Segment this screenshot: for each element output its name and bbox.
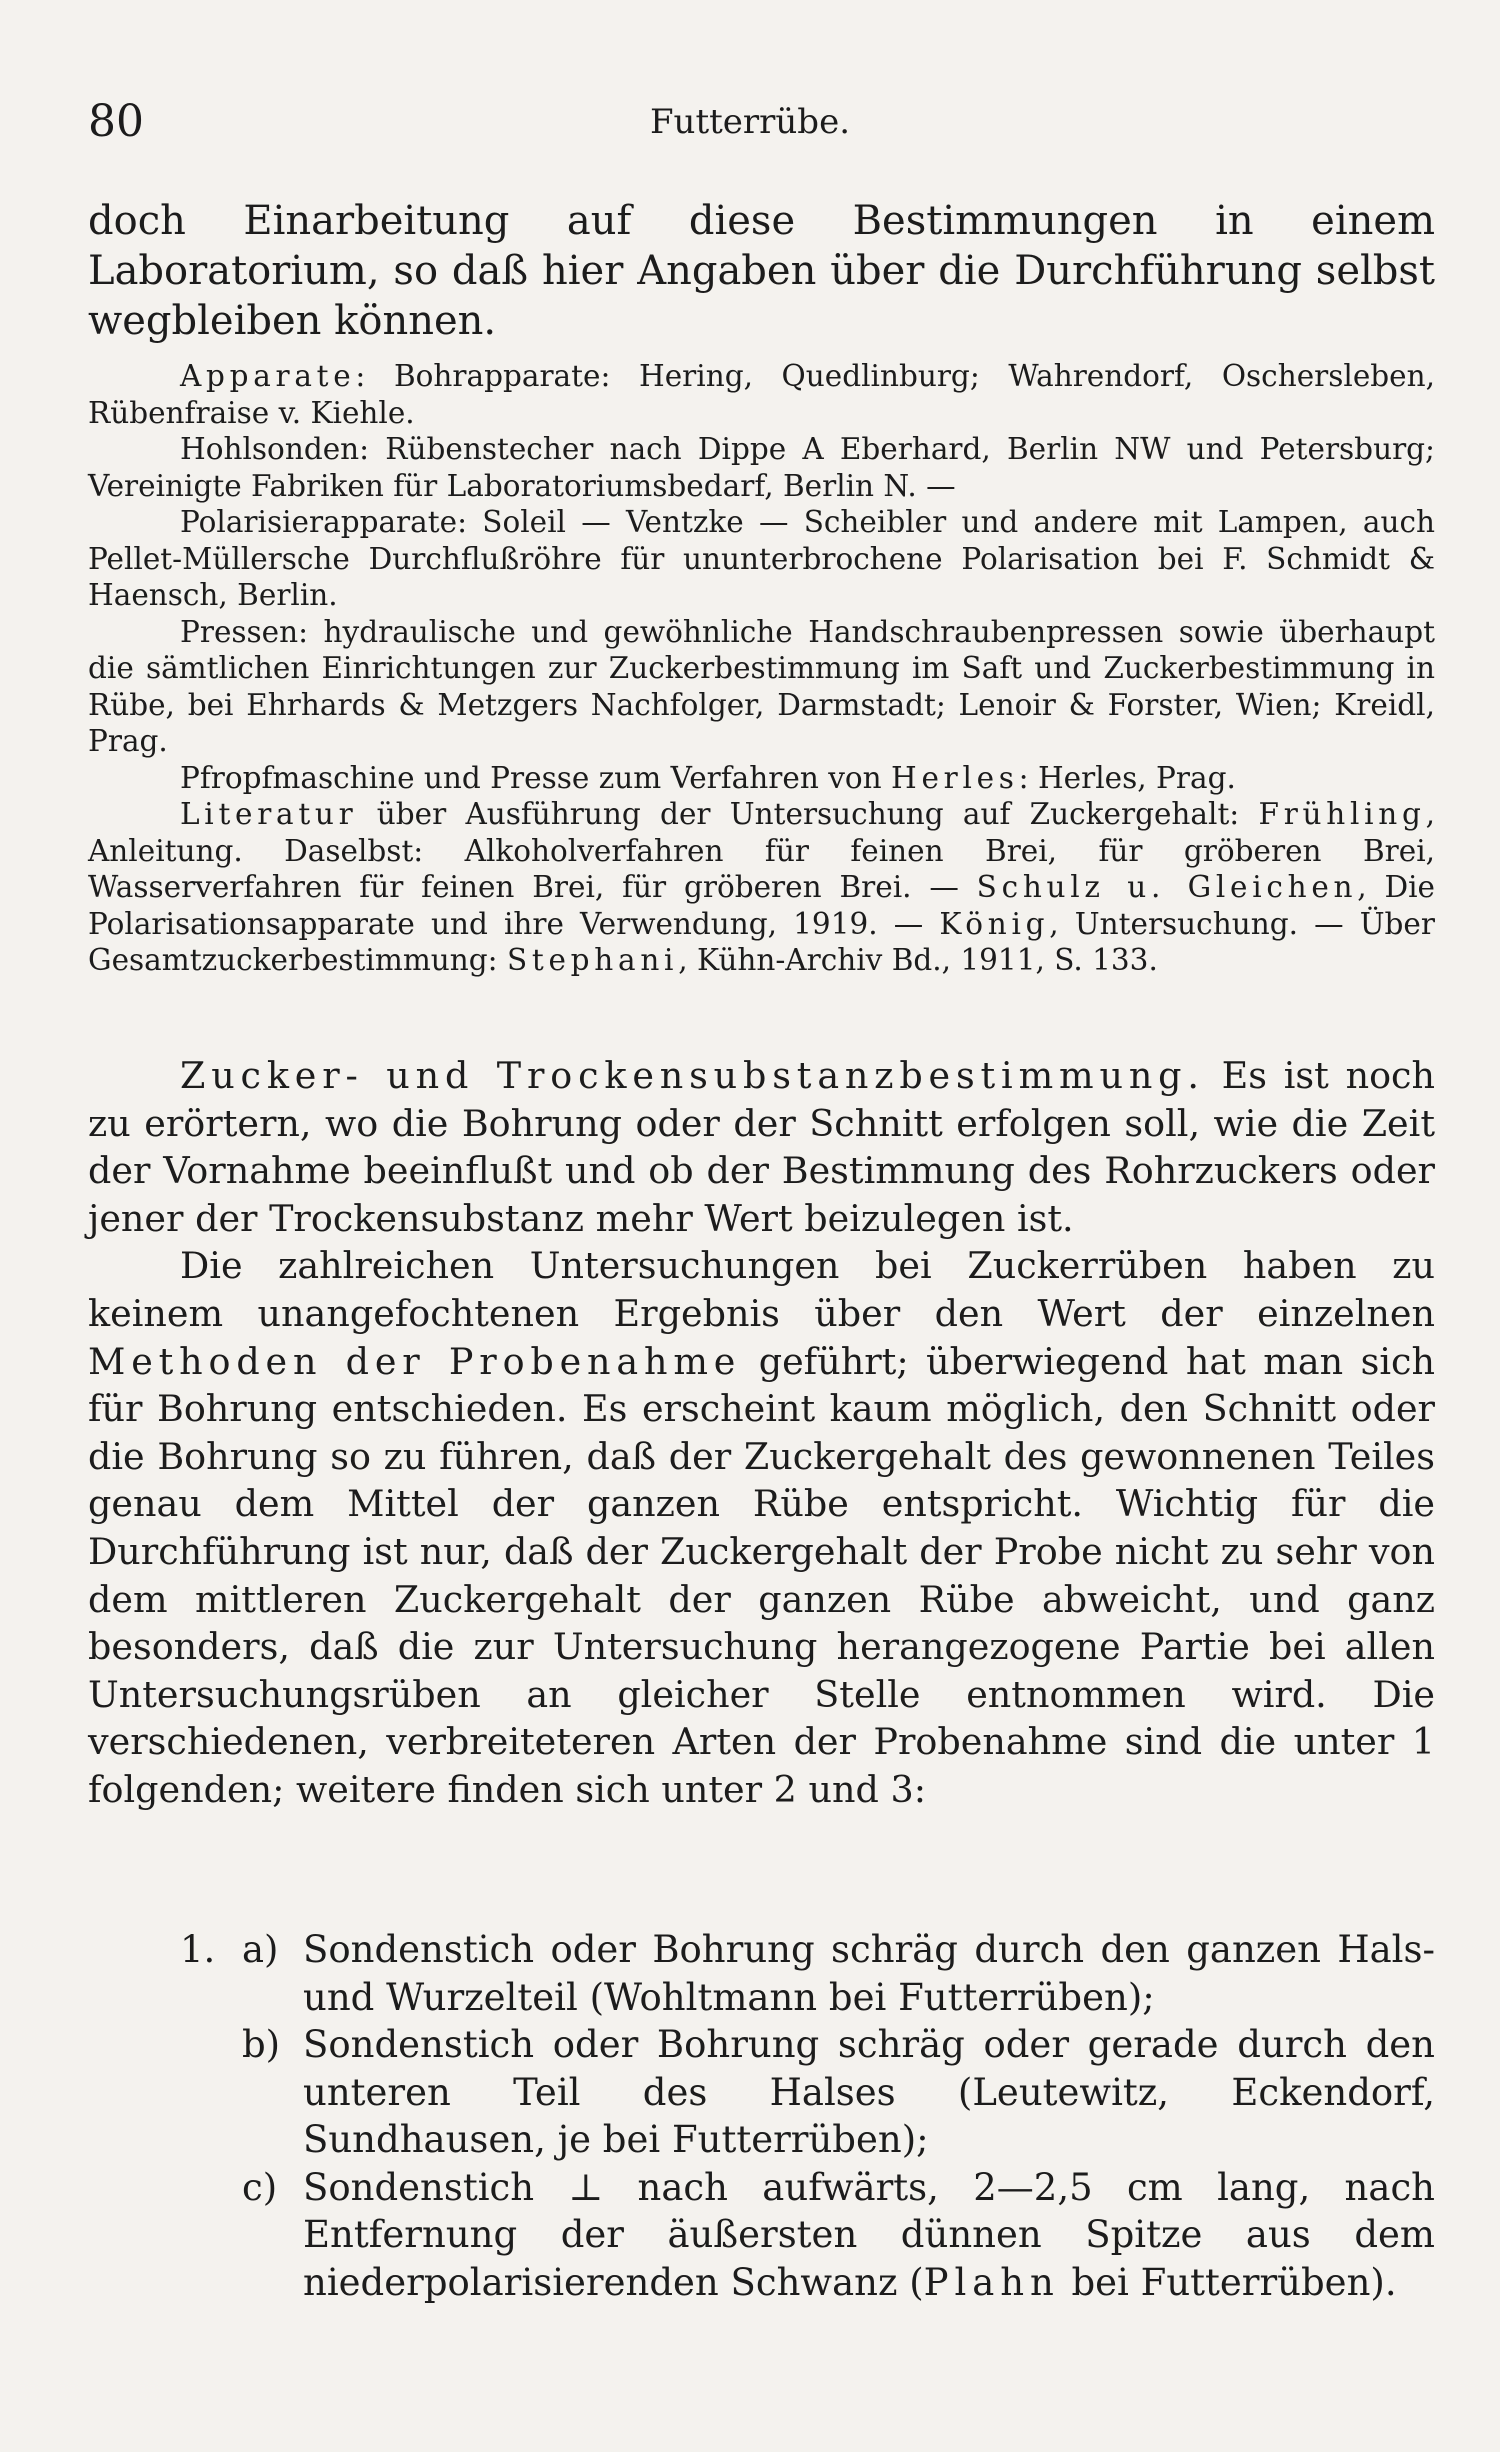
ref-polar-text: : Soleil — Ventzke — Scheibler und andere mit Lampen, auch Pellet-Müllersche Durchflußröhre für ununterbrochene Polarisation bei F. Schmidt & Haensch, Berlin. (88, 505, 1435, 612)
ref-pfropf-name: Herles (891, 760, 1019, 795)
ref-hohlsonden-text: : Rübenstecher nach Dippe A Eberhard, Berlin NW und Petersburg; Vereinigte Fabriken für Laboratoriumsbedarf, Berlin N. — (88, 432, 1435, 503)
ref-apparate-label: Apparate (180, 359, 356, 393)
ref-polarisierapparate (88, 504, 1435, 614)
section-p2-a: Die zahlreichen Untersuchungen bei Zuckerrüben haben zu keinem unangefochtenen Ergebnis über den Wert der einzelnen (88, 1244, 1435, 1335)
ref-pressen-text: : hydraulische und gewöhnliche Handschraubenpressen sowie überhaupt die sämtlichen Einrichtungen zur Zuckerbestimmung im Saft und Zuckerbestimmung in Rübe, bei Ehrhards & Metzgers Nachfolger, Darmstadt; Lenoir & Forster, Wien; Kreidl, Prag. (88, 614, 1435, 758)
ref-pressen-label: Pressen (180, 614, 299, 649)
ref-pfropf-a: Pfropfmaschine und Presse zum Verfahren von (180, 760, 891, 795)
ref-lit-d: , Untersuchung. — Über Gesamtzuckerbestimmung: (88, 906, 1435, 977)
ref-lit-a: über Ausführung der Untersuchung auf Zuckergehalt: (357, 797, 1259, 831)
section-p2-b: geführt; überwiegend hat man sich für Bohrung entschieden. Es erscheint kaum möglich, den Schnitt oder die Bohrung so zu führen, daß der Zuckergehalt des gewonnenen Teiles genau dem Mittel der ganzen Rübe entspricht. Wichtig für die Durchführung ist nur, daß der Zuckergehalt der Probe nicht zu sehr von dem mittleren Zuckergehalt der ganzen Rübe abweicht, und ganz besonders, daß die zur Untersuchung herangezogene Partie bei allen Untersuchungsrüben an gleicher Stelle entnommen wird. Die verschiedenen, verbreiteteren Arten der Probenahme sind die unter 1 folgenden; weitere finden sich unter 2 und 3: (88, 1339, 1435, 1811)
ref-lit-name4: Stephani (507, 943, 679, 977)
section-paragraph-2 (88, 1242, 1435, 1813)
section-p2-spaced: Methoden der Probenahme (88, 1339, 742, 1383)
ref-lit-c: , Die Polarisationsapparate und ihre Verwendung, 1919. — (88, 870, 1436, 941)
ref-apparate (88, 358, 1435, 431)
ref-polar-label: Polarisierapparate (180, 505, 458, 539)
list-item-c-text-a: Sondenstich ⊥ nach aufwärts, 2—2,5 cm lang, nach Entfernung der äußersten dünnen Spitze aus dem niederpolarisierenden Schwanz ( (303, 2165, 1435, 2304)
ref-lit-b: , Anleitung. Daselbst: Alkoholverfahren für feinen Brei, für gröberen Brei, Wasserverfahren für feinen Brei, für gröberen Brei. — (88, 797, 1435, 904)
ref-literatur (88, 796, 1435, 979)
section-paragraph-1 (88, 1052, 1435, 1242)
ref-apparate-text: : Bohrapparate: Hering, Quedlinburg; Wahrendorf, Oschersleben, Rübenfraise v. Kiehle. (88, 359, 1435, 430)
ref-lit-name3: König (939, 906, 1050, 941)
list-item-c-name: Plahn (923, 2260, 1060, 2304)
page-number: 80 (88, 96, 144, 147)
list-item-c-label: c) (242, 2165, 278, 2209)
section-p1-text: Es ist noch zu erörtern, wo die Bohrung oder der Schnitt erfolgen soll, wie die Zeit der Vornahme beeinflußt und ob der Bestimmung des Rohrzuckers oder jener der Trockensubstanz mehr Wert beizulegen ist. (88, 1054, 1436, 1240)
intro-paragraph: doch Einarbeitung auf diese Bestimmungen in einem Laboratorium, so daß hier Angaben über die Durchführung selbst wegbleiben können. (88, 198, 1435, 344)
list-item-a-label: a) (242, 1928, 279, 1971)
list-item-b (88, 2021, 1435, 2164)
list-item-c (88, 2164, 1435, 2307)
ref-hohlsonden (88, 431, 1435, 504)
ref-pfropfmaschine (88, 760, 1435, 797)
intro-block (88, 196, 1435, 346)
list-item-a (88, 1926, 1435, 2021)
main-section (88, 1052, 1435, 1814)
list-number: 1. (180, 1928, 216, 1971)
list-item-a-text: Sondenstich oder Bohrung schräg durch den ganzen Hals- und Wurzelteil (Wohltmann bei Futterrüben); (303, 1928, 1435, 2019)
method-list (88, 1926, 1435, 2306)
ref-lit-label: Literatur (180, 797, 358, 831)
ref-pressen (88, 614, 1435, 760)
ref-pfropf-b: : Herles, Prag. (1018, 760, 1236, 795)
ref-lit-name1: Frühling (1258, 797, 1426, 831)
list-item-b-label: b) (242, 2023, 281, 2066)
list-item-b-text: Sondenstich oder Bohrung schräg oder gerade durch den unteren Teil des Halses (Leutewitz, Eckendorf, Sundhausen, je bei Futterrüben); (303, 2023, 1435, 2161)
ref-lit-e: , Kühn-Archiv Bd., 1911, S. 133. (678, 943, 1158, 977)
list-item-c-text-b: bei Futterrüben). (1059, 2260, 1397, 2304)
ref-lit-name2: Schulz u. Gleichen (976, 870, 1358, 904)
references-block (88, 358, 1435, 979)
ref-hohlsonden-label: Hohlsonden (180, 432, 360, 466)
running-head: Futterrübe. (649, 102, 851, 142)
section-heading: Zucker- und Trockensubstanzbestimmung. (180, 1054, 1205, 1097)
page-header (88, 96, 1412, 156)
